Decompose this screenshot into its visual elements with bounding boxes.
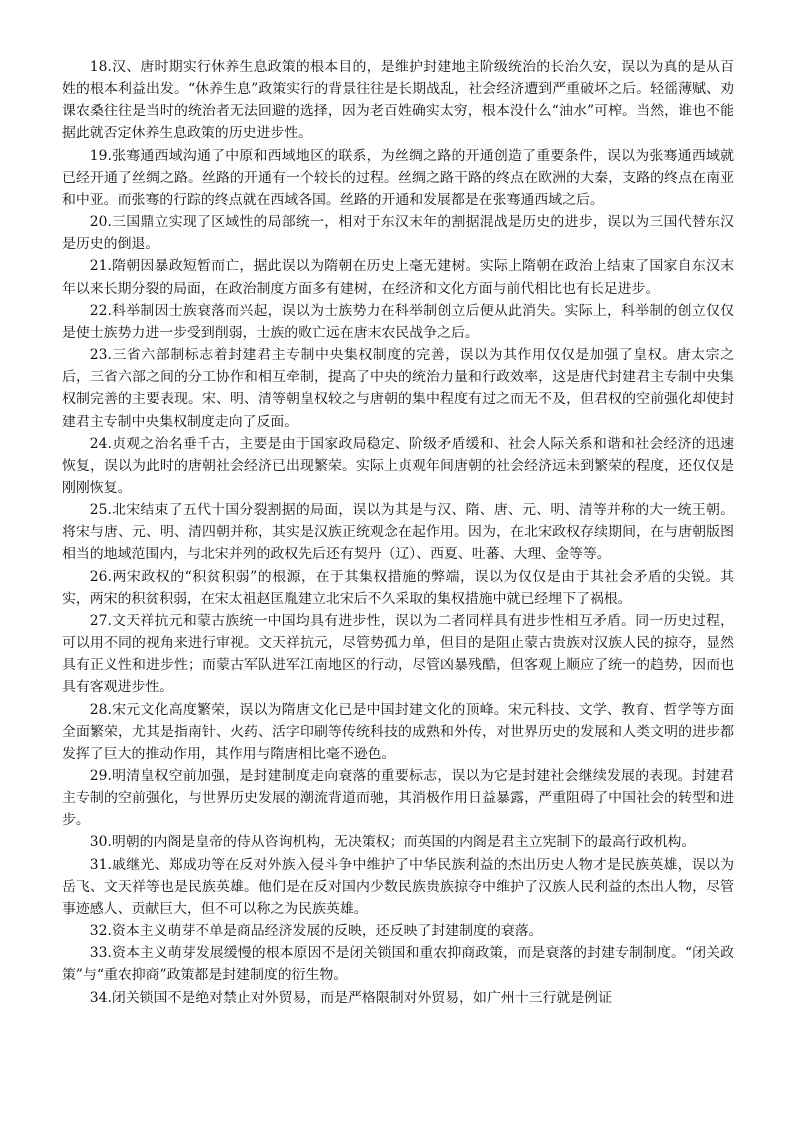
paragraph-20: 20.三国鼎立实现了区域性的局部统一，相对于东汉末年的割据混战是历史的进步，误以为三国代替东汉是历史的倒退。: [62, 214, 734, 253]
paragraph-22: 22.科举制因士族衰落而兴起，误以为士族势力在科举制创立后便从此消失。实际上，科举制的创立仅仅是使士族势力进一步受到削弱，士族的败亡远在唐末农民战争之后。: [62, 302, 734, 341]
paragraph-28: 28.宋元文化高度繁荣，误以为隋唐文化已是中国封建文化的顶峰。宋元科技、文学、教育、哲学等方面全面繁荣，尤其是指南针、火药、活字印刷等传统科技的成熟和外传，对世界历史的发展和人类文明的进步都发挥了巨大的推动作用，其作用与隋唐相比毫不逊色。: [62, 701, 734, 762]
paragraph-24: 24.贞观之治名垂千古，主要是由于国家政局稳定、阶级矛盾缓和、社会人际关系和谐和社会经济的迅速恢复，误以为此时的唐朝社会经济已出现繁荣。实际上贞观年间唐朝的社会经济远未到繁荣的程度，还仅仅是刚刚恢复。: [62, 435, 734, 496]
paragraph-29: 29.明清皇权空前加强，是封建制度走向衰落的重要标志，误以为它是封建社会继续发展的表现。封建君主专制的空前强化，与世界历史发展的潮流背道而驰，其消极作用日益暴露，严重阻碍了中国社会的转型和进步。: [62, 768, 734, 829]
paragraph-31: 31.戚继光、郑成功等在反对外族入侵斗争中维护了中华民族利益的杰出历史人物才是民族英雄，误以为岳飞、文天祥等也是民族英雄。他们是在反对国内少数民族贵族掠夺中维护了汉族人民利益的杰出人物，尽管事迹感人、贡献巨大，但不可以称之为民族英雄。: [62, 856, 734, 917]
paragraph-26: 26.两宋政权的“积贫积弱”的根源，在于其集权措施的弊端，误以为仅仅是由于其社会矛盾的尖锐。其实，两宋的积贫积弱，在宋太祖赵匡胤建立北宋后不久采取的集权措施中就已经埋下了祸根。: [62, 568, 734, 607]
paragraph-30: 30.明朝的内阁是皇帝的侍从咨询机构，无决策权；而英国的内阁是君主立宪制下的最高行政机构。: [89, 834, 696, 851]
paragraph-34: 34.闭关锁国不是绝对禁止对外贸易，而是严格限制对外贸易，如广州十三行就是例证: [89, 989, 612, 1006]
paragraph-19: 19.张骞通西域沟通了中原和西域地区的联系，为丝绸之路的开通创造了重要条件，误以为张骞通西域就已经开通了丝绸之路。丝路的开通有一个较长的过程。丝绸之路干路的终点在欧洲的大秦，支路的终点在南亚和中亚。而张骞的行踪的终点就在西域各国。丝路的开通和发展都是在张骞通西域之后。: [62, 147, 734, 208]
paragraph-21: 21.隋朝因暴政短暂而亡，据此误以为隋朝在历史上毫无建树。实际上隋朝在政治上结束了国家自东汉末年以来长期分裂的局面，在政治制度方面多有建树，在经济和文化方面与前代相比也有长足进步。: [62, 258, 734, 297]
paragraph-18: 18.汉、唐时期实行休养生息政策的根本目的，是维护封建地主阶级统治的长治久安，误以为真的是从百姓的根本利益出发。“休养生息”政策实行的背景往往是长期战乱，社会经济遭到严重破坏之后。轻徭薄赋、劝课农桑往往是当时的统治者无法回避的选择，因为老百姓确实太穷，根本没什么“油水”可榨。当然，谁也不能据此就否定休养生息政策的历史进步性。: [62, 59, 734, 142]
paragraph-23: 23.三省六部制标志着封建君主专制中央集权制度的完善，误以为其作用仅仅是加强了皇权。唐太宗之后，三省六部之间的分工协作和相互牵制，提高了中央的统治力量和行政效率，这是唐代封建君主专制中央集权制完善的主要表现。宋、明、清等朝皇权较之与唐朝的集中程度有过之而无不及，但君权的空前强化却使封建君主专制中央集权制度走向了反面。: [62, 347, 734, 430]
paragraph-27: 27.文天祥抗元和蒙古族统一中国均具有进步性，误以为二者同样具有进步性相互矛盾。同一历史过程，可以用不同的视角来进行审视。文天祥抗元，尽管势孤力单，但目的是阻止蒙古贵族对汉族人民的掠夺，显然具有正义性和进步性；而蒙古军队进军江南地区的行动，尽管凶暴残酷，但客观上顺应了统一的趋势，因而也具有客观进步性。: [62, 612, 734, 696]
document-page: [62, 56, 734, 1009]
paragraph-25: 25.北宋结束了五代十国分裂割据的局面，误以为其是与汉、隋、唐、元、明、清等并称的大一统王朝。将宋与唐、元、明、清四朝并称，其实是汉族正统观念在起作用。因为，在北宋政权存续期间，在与唐朝版图相当的地域范围内，与北宋并列的政权先后还有契丹（辽）、西夏、吐蕃、大理、金等等。: [62, 502, 734, 563]
paragraph-33: 33.资本主义萌芽发展缓慢的根本原因不是闭关锁国和重农抑商政策，而是衰落的封建专制制度。“闭关政策”与“重农抑商”政策都是封建制度的衍生物。: [62, 945, 734, 984]
paragraph-32: 32.资本主义萌芽不单是商品经济发展的反映，还反映了封建制度的衰落。: [89, 923, 543, 940]
